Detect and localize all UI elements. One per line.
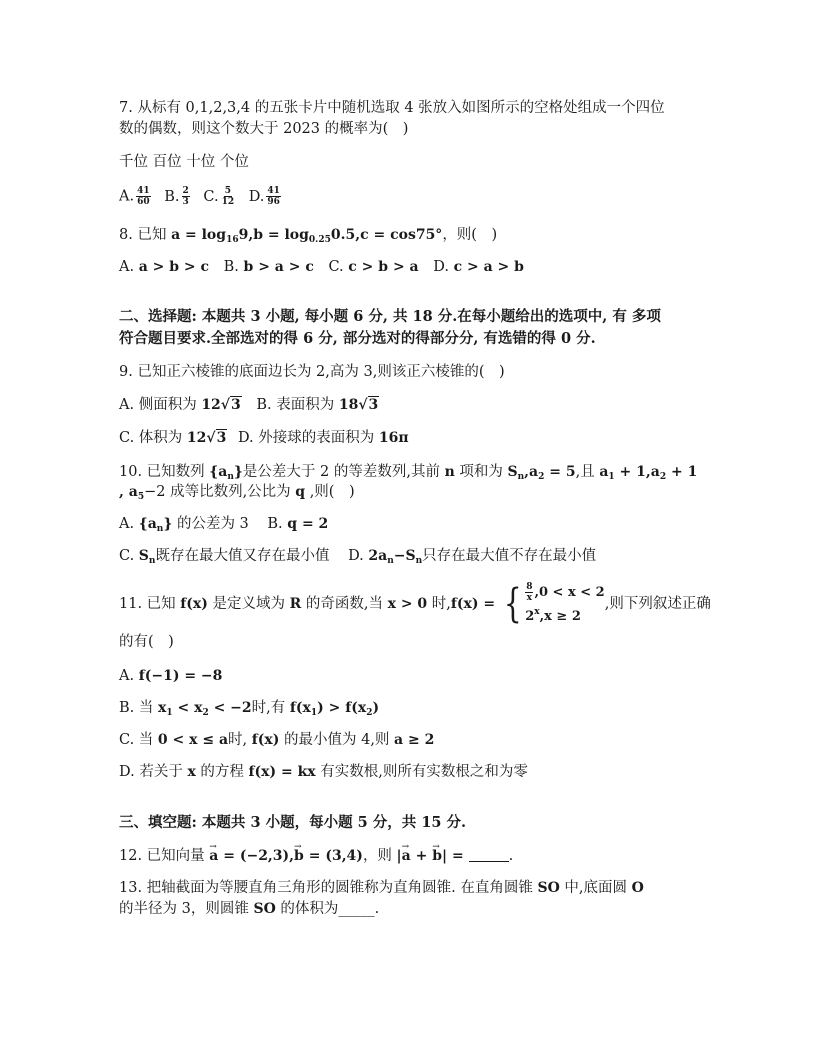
q7-options — [119, 186, 706, 207]
q9-option-b-value: 18√3 — [338, 397, 379, 413]
q10-options-cd: C. $S_n$既存在最大值又存在最小值 D. $2a_n-S_n$只存在最大值不存在最小值 — [119, 548, 597, 566]
q10-options-ab: A. $\{a_n\}$ 的公差为 3 B. q = 2 — [119, 516, 329, 534]
q10-stem-line1: 10. 已知数列 $\{a_n\}$是公差大于 2 的等差数列,其前 n 项和为 $S_n,a_2 = 5$,且 $a_1 + 1,a_2 + 1$ — [119, 464, 698, 482]
q8-options: A. a > b > c B. b > a > c C. c > b > a D. c > a > b — [119, 259, 524, 275]
q11-option-a: A. f(−1) = −8 — [119, 668, 223, 684]
q7-line1: 7. 从标有 0,1,2,3,4 的五张卡片中随机选取 4 张放入如图所示的空格处组成一个四位 — [119, 100, 665, 116]
q13-line2: 的半径为 3，则圆锥 SO 的体积为_____. — [119, 901, 380, 917]
q9-option-a-value: 12√3 — [201, 397, 241, 413]
section2-header-line2: 符合题目要求.全部选对的得 6 分, 部分选对的得部分分, 有选错的得 0 分. — [119, 330, 596, 347]
q7-option-c-label: C. — [203, 188, 219, 205]
q11-option-c: C. 当 0 < x ≤ a时, f(x) 的最小值为 4,则 a ≥ 2 — [119, 732, 435, 748]
q8-option-a: a > b > c — [138, 259, 210, 275]
q7-option-c-fraction: $\frac{5}{12}$ — [221, 186, 235, 207]
q11-piecewise: { $\frac{8}{x}$ ,0 < x < 2 $2^x,x \ge 2$ — [503, 581, 605, 627]
q7-option-b-label: B. — [164, 188, 180, 205]
q9-options-cd: C. 体积为 12√3 D. 外接球的表面积为 16π — [119, 430, 409, 446]
q12-answer-blank — [469, 847, 509, 862]
q7-option-b-fraction: $\frac{2}{3}$ — [182, 186, 189, 207]
section2-header-line1: 二、选择题: 本题共 3 小题, 每小题 6 分, 共 18 分.在每小题给出的选项中, 有 多项 — [119, 308, 661, 325]
q11-option-d: D. 若关于 x 的方程 f(x) = kx 有实数根,则所有实数根之和为零 — [119, 764, 528, 780]
q9-stem: 9. 已知正六棱锥的底面边长为 2,高为 3,则该正六棱锥的( ) — [119, 364, 505, 380]
q8-option-d: c > a > b — [453, 259, 524, 275]
q7-option-d-fraction: $\frac{41}{96}$ — [267, 186, 280, 207]
q11-stem-line1: 11. 已知 f(x) 是定义域为 R 的奇函数,当 x > 0 时,f(x) = { $\frac{8}{x}$ ,0 < x < 2 $2^x,x \ge 2$ ,则下列叙述正确 — [119, 581, 711, 627]
q7-line2: 数的偶数，则这个数大于 2023 的概率为( ) — [119, 121, 409, 137]
q11-stem-line2: 的有( ) — [119, 634, 174, 650]
q8-option-c: c > b > a — [348, 259, 419, 275]
q12-stem: 12. 已知向量 → a = (−2,3),→ b = (3,4)，则 |→ a + → b| = . — [119, 846, 706, 866]
q9-option-c-value: 12√3 — [186, 430, 227, 446]
q9-options-ab: A. 侧面积为 12√3 B. 表面积为 18√3 — [119, 397, 379, 413]
q7-places: 千位 百位 十位 个位 — [119, 154, 249, 170]
q9-option-d-value: 16π — [378, 430, 409, 446]
q13-line1: 13. 把轴截面为等腰直角三角形的圆锥称为直角圆锥. 在直角圆锥 SO 中,底面圆 O — [119, 880, 644, 896]
q11-option-b: B. 当 $x_1 < x_2 < -2$时,有 $f(x_1) > f(x_2)$ — [119, 700, 380, 718]
q7-option-a-fraction: $\frac{41}{60}$ — [137, 186, 150, 207]
q8-stem: 8. 已知 $a = \log_{16}9,b = \log_{0.25}0.5,c = \cos 75^\circ$，则( ) — [119, 227, 498, 245]
q10-stem-line2: , $a_5-2$ 成等比数列,公比为 q ,则( ) — [119, 484, 355, 502]
section3-header: 三、填空题: 本题共 3 小题，每小题 5 分，共 15 分. — [119, 814, 467, 831]
q7-option-d-label: D. — [248, 188, 265, 205]
q8-option-b: b > a > c — [243, 259, 314, 275]
q7-option-a-label: A. — [119, 188, 135, 205]
